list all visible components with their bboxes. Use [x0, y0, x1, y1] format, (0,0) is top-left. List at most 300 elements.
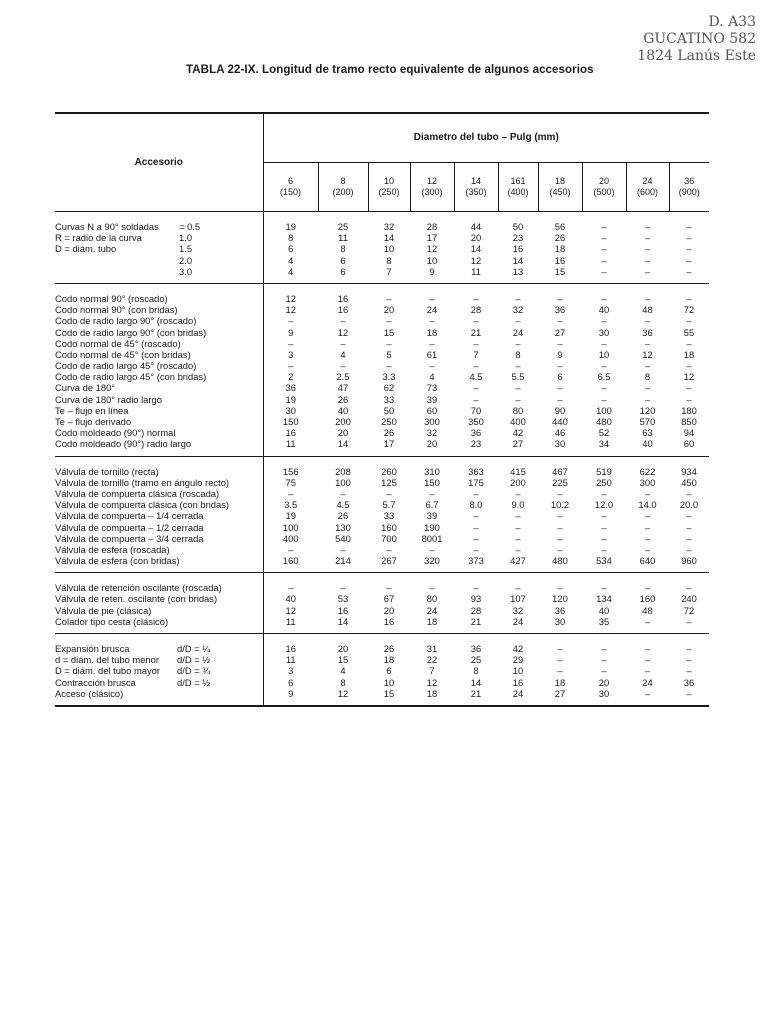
table-cell: 8 [644, 371, 651, 383]
table-body [55, 212, 709, 706]
table-cell: – [386, 360, 392, 372]
table-cell: 23 [512, 232, 524, 244]
table-cell: 40 [285, 593, 296, 605]
value-column-3 [410, 634, 454, 706]
table-cell: – [340, 337, 346, 349]
value-column-5 [498, 634, 538, 706]
row-label: Te – flujo derivado [55, 416, 132, 427]
table-cell: 18 [426, 687, 438, 699]
table-cell: – [386, 292, 392, 304]
table-cell: 14 [383, 232, 395, 244]
table-cell: – [557, 532, 563, 544]
table-cell: – [473, 337, 479, 349]
table-cell: 14 [512, 254, 524, 266]
table-cell: – [686, 643, 692, 654]
column-header-pulg: 36 [684, 175, 695, 186]
table-cell: – [686, 543, 692, 555]
table-row-group [55, 456, 709, 573]
table-cell: 11 [285, 438, 296, 450]
row-parameter: 3.0 [179, 265, 193, 277]
table-cell: 16 [285, 427, 296, 439]
table-cell: – [515, 382, 521, 394]
table-cell: 12 [683, 371, 695, 383]
row-label: Válvula de tornillo (recta) [55, 465, 159, 477]
table-cell: 160 [282, 555, 299, 567]
value-column-2 [368, 573, 410, 634]
table-cell: 12 [285, 292, 296, 304]
value-column-9 [669, 283, 709, 456]
row-label: Válvula de esfera (roscada) [55, 543, 170, 555]
table-cell: 70 [470, 404, 482, 416]
table-cell: – [644, 221, 651, 232]
value-column-4 [454, 212, 498, 284]
table-cell: 16 [383, 615, 395, 627]
table-cell: – [557, 643, 563, 654]
table-cell: 5.7 [382, 499, 396, 511]
table-cell: – [601, 643, 607, 654]
table-title-text: Longitud de tramo recto equivalente de algunos accesorios [258, 64, 594, 76]
table-cell: 35 [598, 615, 610, 627]
table-cell: – [557, 360, 563, 372]
table-cell: – [515, 393, 521, 405]
table-cell: 16 [512, 243, 524, 255]
table-cell: 94 [683, 427, 695, 439]
table-cell: 7 [473, 348, 479, 360]
table-cell: – [386, 487, 392, 499]
table-cell: – [686, 582, 692, 594]
table-cell: 15 [337, 654, 349, 666]
table-cell: – [601, 393, 607, 405]
table-cell: 4 [288, 265, 294, 277]
table-cell: 240 [681, 593, 697, 605]
row-label: Válvula de compuerta – 3/4 cerrada [55, 532, 204, 544]
table-cell: 14 [470, 676, 482, 688]
table-cell: 36 [285, 382, 296, 394]
table-row-group [55, 634, 709, 706]
table-cell: 24 [512, 615, 524, 627]
table-cell: 14 [337, 438, 349, 450]
table-cell: 15 [383, 687, 395, 699]
table-cell: 250 [381, 416, 397, 427]
table-cell: – [601, 654, 607, 666]
table-cell: – [515, 543, 521, 555]
table-cell: 5.5 [511, 371, 525, 383]
table-cell: – [473, 292, 479, 304]
table-cell: – [557, 337, 563, 349]
table-cell: 48 [642, 604, 653, 616]
stamp-line-3: 1824 Lanús Este [637, 48, 756, 64]
value-column-7 [582, 283, 626, 456]
table-cell: 24 [512, 687, 524, 699]
table-cell: – [429, 315, 435, 327]
table-cell: 6 [288, 243, 294, 255]
row-label: Válvula de tornillo (tramo en ángulo recto) [55, 476, 230, 488]
table-cell: 30 [598, 326, 610, 338]
value-column-9 [669, 573, 709, 634]
column-header-pulg: 8 [340, 175, 346, 186]
row-label: Codo moldeado (90°) normal [55, 427, 176, 439]
table-cell: 24 [426, 304, 438, 316]
table-cell: 6 [288, 676, 294, 688]
table-cell: 534 [596, 555, 612, 567]
table-cell: – [515, 315, 521, 327]
value-column-3 [410, 456, 454, 573]
table-cell: 26 [337, 510, 349, 522]
table-cell: 50 [383, 404, 395, 416]
value-column-1 [318, 212, 368, 284]
value-column-0 [263, 212, 318, 284]
table-cell: – [515, 521, 521, 533]
table-cell: 20 [470, 232, 482, 244]
table-cell: 20 [337, 643, 349, 654]
table-cell: – [288, 487, 294, 499]
table-cell: 30 [554, 615, 566, 627]
row-label: Válvula de compuerta – 1/4 cerrada [55, 510, 204, 522]
table-cell: 15 [383, 326, 395, 338]
table-cell: – [601, 582, 607, 594]
column-header-5 [498, 163, 538, 212]
table-cell: 18 [554, 243, 566, 255]
column-header-6 [538, 163, 582, 212]
column-header-pulg: 6 [287, 175, 293, 186]
table-cell: – [515, 292, 521, 304]
table-cell: – [686, 232, 692, 244]
table-cell: 36 [470, 427, 482, 439]
header-diametro: Diametro del tubo – Pulg (mm) [263, 113, 709, 163]
row-label: R = radio de la curva [55, 232, 142, 244]
table-cell: 16 [554, 254, 566, 266]
table-cell: 208 [335, 465, 351, 477]
row-labels [55, 634, 263, 706]
table-cell: 6 [340, 254, 346, 266]
table-cell: – [386, 337, 392, 349]
stamp-line-1: D. A33 [708, 14, 756, 30]
table-cell: 9 [288, 326, 294, 338]
table-cell: 350 [468, 416, 484, 427]
table-cell: 5 [386, 348, 392, 360]
table-cell: – [644, 393, 651, 405]
table-cell: 8.0 [469, 499, 483, 511]
column-header-mm: (450) [549, 187, 571, 197]
table-cell: 2 [288, 371, 294, 383]
table-cell: – [686, 615, 692, 627]
value-column-9 [669, 212, 709, 284]
table-cell: 32 [512, 304, 524, 316]
table-cell: 400 [510, 416, 526, 427]
table-cell: – [686, 315, 692, 327]
table-cell: 27 [554, 326, 566, 338]
value-column-8 [626, 283, 669, 456]
value-column-5 [498, 283, 538, 456]
table-cell: 8 [340, 676, 346, 688]
table-row-group [55, 283, 709, 456]
table-cell: – [644, 254, 651, 266]
table-cell: 150 [424, 476, 440, 488]
table-cell: – [601, 265, 607, 277]
table-cell: 4 [429, 371, 435, 383]
row-label: Válvula de pie (clásica) [55, 604, 152, 616]
table-cell: 19 [285, 510, 296, 522]
table-cell: 39 [426, 393, 438, 405]
table-cell: 20 [598, 676, 610, 688]
table-cell: 107 [510, 593, 526, 605]
table-cell: – [601, 337, 607, 349]
table-cell: 25 [337, 221, 349, 232]
table-cell: 180 [681, 404, 697, 416]
table-cell: – [515, 582, 521, 594]
row-label: Codo de radio largo 45° (con bridas) [55, 371, 207, 383]
table-cell: – [473, 543, 479, 555]
table-cell: 90 [554, 404, 566, 416]
table-cell: 250 [596, 476, 612, 488]
table-cell: – [473, 360, 479, 372]
table-cell: – [686, 654, 692, 666]
table-cell: – [644, 315, 651, 327]
table-cell: 31 [426, 643, 438, 654]
table-cell: 32 [512, 604, 524, 616]
value-column-5 [498, 212, 538, 284]
table-cell: – [601, 543, 607, 555]
table-cell: – [557, 654, 563, 666]
table-cell: 10 [512, 665, 524, 677]
value-column-1 [318, 283, 368, 456]
table-cell: 3.3 [382, 371, 396, 383]
table-cell: 3.5 [284, 499, 298, 511]
table-cell: 63 [642, 427, 653, 439]
table-cell: 214 [335, 555, 351, 567]
table-cell: 40 [598, 604, 610, 616]
table-cell: – [557, 543, 563, 555]
value-column-4 [454, 573, 498, 634]
row-parameter: d/D = ½ [177, 676, 211, 688]
table-cell: 10 [598, 348, 610, 360]
table-cell: – [601, 382, 607, 394]
table-cell: 14 [337, 615, 349, 627]
table-cell: 400 [282, 532, 299, 544]
table-cell: 11 [338, 232, 348, 244]
column-header-mm: (500) [593, 187, 615, 197]
table-cell: – [386, 543, 392, 555]
table-cell: 36 [642, 326, 653, 338]
table-cell: 14 [470, 243, 482, 255]
table-cell: 30 [285, 404, 296, 416]
table-cell: 10 [383, 676, 395, 688]
table-cell: 415 [510, 465, 526, 477]
table-cell: – [288, 582, 294, 594]
table-cell: 50 [512, 221, 524, 232]
table-cell: 72 [683, 304, 695, 316]
table-cell: 26 [383, 643, 395, 654]
row-label: Codo moldeado (90°) radio largo [55, 438, 192, 450]
table-cell: – [644, 292, 651, 304]
table-cell: 20 [383, 304, 395, 316]
table-cell: – [557, 582, 563, 594]
table-cell: – [644, 532, 651, 544]
table-cell: – [601, 521, 607, 533]
column-header-2 [368, 163, 410, 212]
table-cell: 120 [639, 404, 656, 416]
table-cell: – [601, 292, 607, 304]
table-cell: 16 [512, 676, 524, 688]
value-column-0 [263, 634, 318, 706]
value-column-2 [368, 634, 410, 706]
table-cell: – [601, 254, 607, 266]
table-cell: 80 [426, 593, 438, 605]
table-cell: 150 [282, 416, 299, 427]
table-cell: 18 [683, 348, 695, 360]
table-cell: – [386, 582, 392, 594]
row-parameter: d/D = ½ [177, 654, 211, 666]
column-header-mm: (150) [279, 187, 301, 197]
table-cell: – [557, 393, 563, 405]
header-accesorio: Accesorio [55, 113, 263, 212]
table-cell: 42 [512, 427, 524, 439]
row-parameter: 1.5 [179, 243, 193, 255]
table-cell: – [429, 543, 435, 555]
table-cell: 93 [470, 593, 482, 605]
table-cell: – [686, 337, 692, 349]
value-column-7 [582, 212, 626, 284]
value-column-5 [498, 456, 538, 573]
table-cell: – [601, 221, 607, 232]
table-cell: 2.5 [336, 371, 350, 383]
value-column-4 [454, 283, 498, 456]
table-cell: 11 [471, 265, 481, 277]
column-header-pulg: 14 [470, 175, 481, 186]
table-cell: – [473, 510, 479, 522]
table-cell: – [429, 337, 435, 349]
table-cell: 7 [429, 665, 435, 677]
row-labels [55, 573, 263, 634]
table-cell: 8 [340, 243, 346, 255]
table-cell: – [644, 337, 651, 349]
table-cell: 640 [639, 555, 656, 567]
row-labels [55, 283, 263, 456]
table-cell: – [473, 521, 479, 533]
table-cell: 16 [337, 304, 349, 316]
table-cell: 16 [285, 643, 296, 654]
value-column-6 [538, 212, 582, 284]
table-cell: – [288, 360, 294, 372]
table-cell: – [644, 521, 651, 533]
table-cell: – [288, 315, 294, 327]
table-cell: 40 [598, 304, 610, 316]
table-cell: – [601, 360, 607, 372]
table-cell: 52 [598, 427, 610, 439]
table-cell: 4.5 [336, 499, 350, 511]
table-cell: 27 [512, 438, 524, 450]
table-cell: 480 [552, 555, 568, 567]
table-cell: 14.0 [638, 499, 657, 511]
table-cell: 6 [386, 665, 392, 677]
library-stamp [556, 14, 756, 65]
table-cell: – [686, 532, 692, 544]
table-cell: – [557, 665, 563, 677]
table-cell: 8 [386, 254, 392, 266]
table-cell: 28 [470, 304, 482, 316]
value-column-3 [410, 573, 454, 634]
table-cell: – [557, 487, 563, 499]
table-cell: 24 [426, 604, 438, 616]
column-header-9 [669, 163, 709, 212]
table-cell: – [515, 532, 521, 544]
table-cell: 16 [337, 292, 349, 304]
table-cell: 40 [337, 404, 349, 416]
row-label: D = diám. tubo [55, 243, 117, 255]
value-column-4 [454, 456, 498, 573]
table-cell: – [429, 487, 435, 499]
table-cell: – [601, 532, 607, 544]
value-column-3 [410, 212, 454, 284]
table-cell: 267 [381, 555, 397, 567]
table-cell: 27 [554, 687, 566, 699]
table-cell: – [601, 510, 607, 522]
table-cell: 125 [381, 476, 397, 488]
row-label: D = diám. del tubo mayor [55, 665, 160, 677]
column-header-8 [626, 163, 669, 212]
table-cell: 61 [426, 348, 438, 360]
value-column-0 [263, 456, 318, 573]
column-header-mm: (600) [636, 187, 658, 197]
table-cell: 55 [683, 326, 695, 338]
row-label: d = diám. del tubo menor [55, 654, 159, 666]
table-cell: 467 [552, 465, 568, 477]
table-cell: 300 [639, 476, 656, 488]
table-cell: – [515, 487, 521, 499]
column-header-mm: (250) [378, 187, 400, 197]
table-cell: 44 [470, 221, 482, 232]
table-cell: 33 [383, 393, 395, 405]
column-header-pulg: 20 [598, 175, 609, 186]
value-column-7 [582, 573, 626, 634]
table-cell: 190 [424, 521, 440, 533]
row-label: Codo de radio largo 90° (roscado) [55, 315, 197, 327]
value-column-1 [318, 456, 368, 573]
row-parameter: 1.0 [179, 232, 193, 244]
table-cell: – [288, 337, 294, 349]
table-row-group [55, 573, 709, 634]
table-cell: 934 [681, 465, 697, 477]
table-cell: – [340, 487, 346, 499]
table-cell: – [473, 532, 479, 544]
table-cell: 19 [285, 221, 296, 232]
table-cell: 12 [426, 243, 438, 255]
value-column-6 [538, 573, 582, 634]
table-cell: 310 [424, 465, 440, 477]
table-cell: – [473, 382, 479, 394]
column-header-pulg: 161 [510, 175, 526, 186]
row-label: Válvula de compuerta – 1/2 cerrada [55, 521, 204, 533]
table-cell: 120 [552, 593, 568, 605]
column-header-1 [318, 163, 368, 212]
value-column-0 [263, 573, 318, 634]
table-cell: – [473, 393, 479, 405]
table-cell: 46 [554, 427, 566, 439]
table-cell: – [644, 360, 651, 372]
table-cell: 260 [381, 465, 397, 477]
table-cell: – [644, 265, 651, 277]
table-cell: 72 [683, 604, 695, 616]
table-cell: 9 [557, 348, 563, 360]
table-cell: – [473, 487, 479, 499]
table-title [186, 64, 594, 76]
table-cell: – [557, 521, 563, 533]
table-cell: 12 [285, 304, 296, 316]
table-cell: – [644, 243, 651, 255]
row-label: Curvas N a 90° soldadas [55, 221, 159, 232]
column-header-pulg: 18 [554, 175, 565, 186]
row-label: Válvula de compuerta clásica (con bridas) [55, 499, 230, 511]
